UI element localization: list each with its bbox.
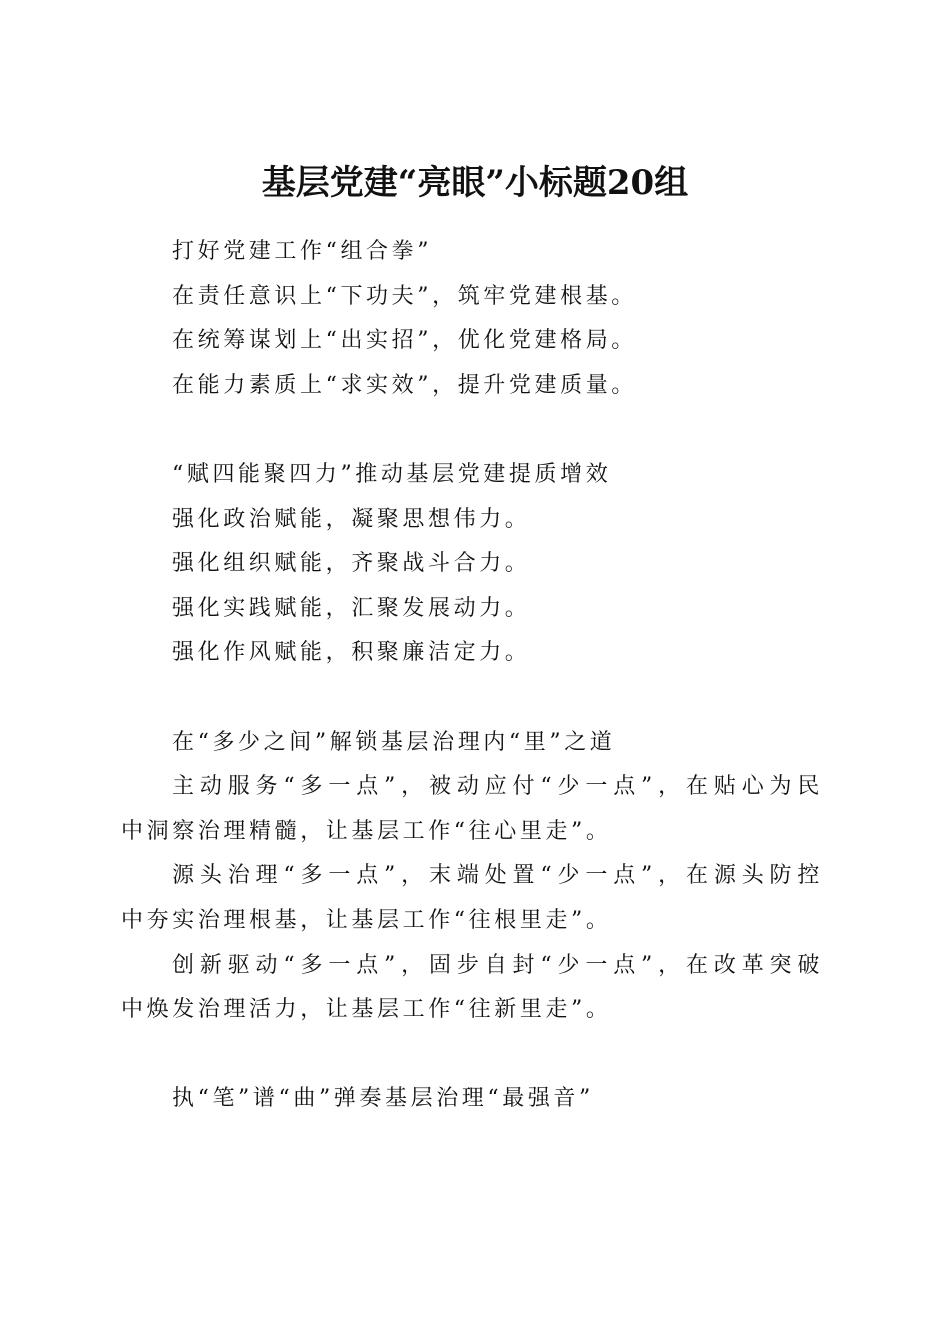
group-2 <box>121 453 823 676</box>
paragraph-line: 中洞察治理精髓，让基层工作“往心里走”。 <box>121 818 612 844</box>
group-heading: 执“笔”谱“曲”弹奏基层治理“最强音” <box>172 1086 594 1112</box>
group-line: 强化政治赋能，凝聚思想伟力。 <box>172 506 531 532</box>
group-4 <box>121 1077 823 1122</box>
group-heading: 在“多少之间”解锁基层治理内“里”之道 <box>172 729 616 755</box>
group-line: 强化作风赋能，积聚廉洁定力。 <box>172 640 531 666</box>
group-paragraph <box>121 765 823 854</box>
group-heading: 打好党建工作“组合拳” <box>172 239 433 264</box>
page-title: 基层党建“亮眼”小标题20组 <box>261 162 689 203</box>
group-3 <box>121 721 823 1033</box>
paragraph-line: 中夯实治理根基，让基层工作“往根里走”。 <box>121 907 612 933</box>
paragraph-line: 创新驱动“多一点”，固步自封“少一点”，在改革突破 <box>172 952 823 978</box>
group-paragraph <box>121 854 823 943</box>
group-heading: “赋四能聚四力”推动基层党建提质增效 <box>172 461 612 487</box>
paragraph-line: 主动服务“多一点”，被动应付“少一点”，在贴心为民 <box>172 774 823 800</box>
paragraph-gap <box>121 676 823 721</box>
group-line: 在能力素质上“求实效”，提升党建质量。 <box>172 372 637 398</box>
group-paragraph <box>121 944 823 1033</box>
paragraph-line: 源头治理“多一点”，末端处置“少一点”，在源头防控 <box>172 863 823 889</box>
group-line: 在统筹谋划上“出实招”，优化党建格局。 <box>172 328 637 354</box>
paragraph-gap <box>121 408 823 453</box>
paragraph-line: 中焕发治理活力，让基层工作“往新里走”。 <box>121 997 612 1023</box>
paragraph-gap <box>121 1033 823 1078</box>
document-body <box>121 230 823 1122</box>
group-1 <box>121 230 823 408</box>
group-line: 强化实践赋能，汇聚发展动力。 <box>172 595 531 621</box>
group-line: 在责任意识上“下功夫”，筑牢党建根基。 <box>172 283 637 309</box>
group-line: 强化组织赋能，齐聚战斗合力。 <box>172 551 531 577</box>
